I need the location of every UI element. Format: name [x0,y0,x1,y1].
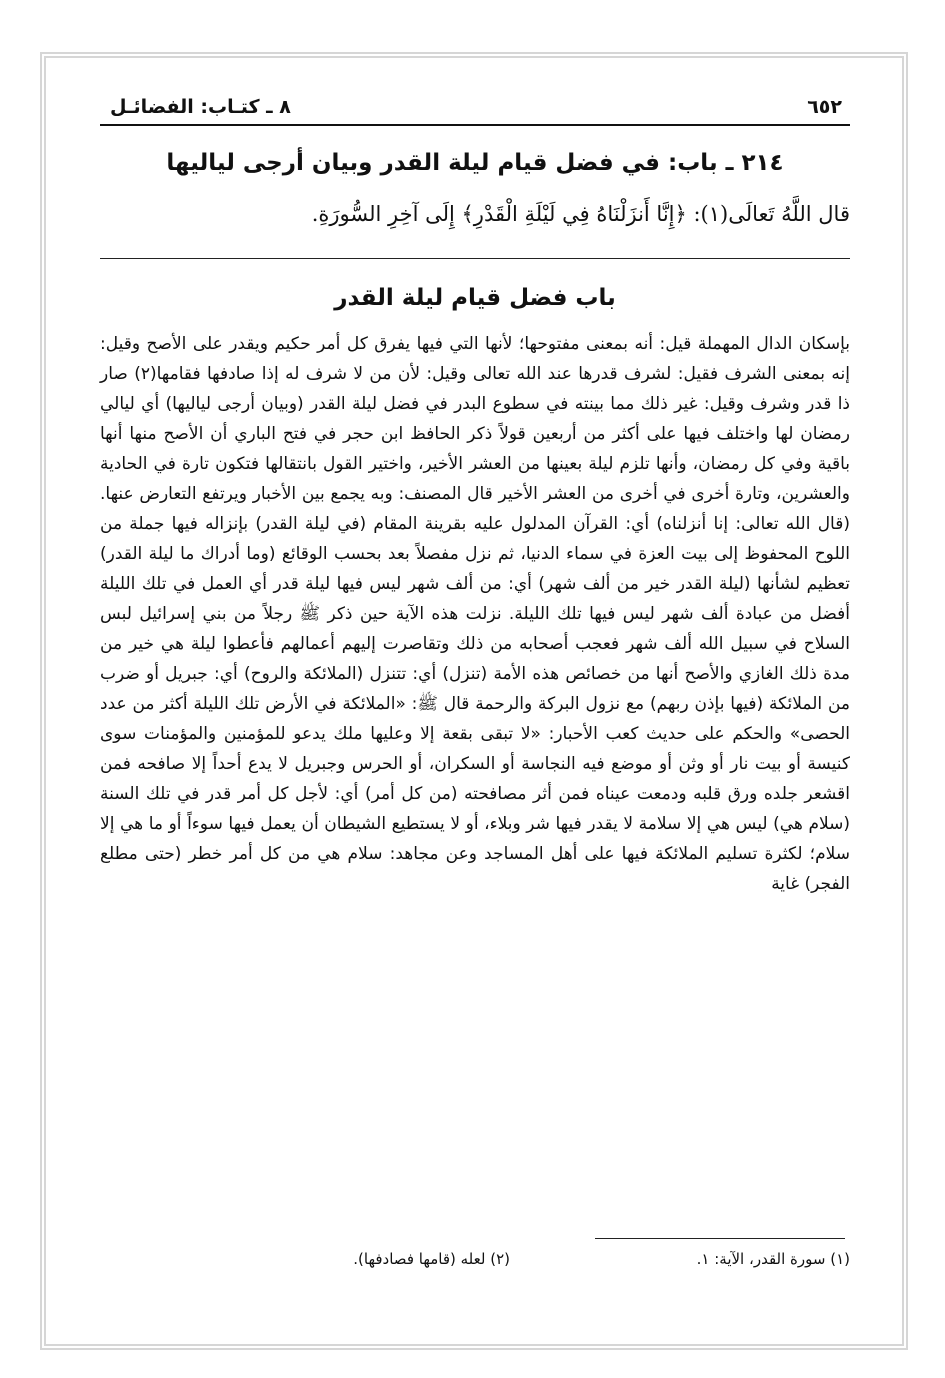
page-content [100,90,850,899]
commentary-body: بإسكان الدال المهملة قيل: أنه بمعنى مفتوحها؛ لأنها التي فيها يفرق كل أمر حكيم ويقدر على الأصح وقيل: إنه بمعنى الشرف فقيل: لشرف قدرها عند الله تعالى وقيل: لأن من لا شرف له إذا صادفها فقامها(٢) صار ذا قدر وشرف وقيل: غير ذلك مما بينته في سطوع البدر في فضل ليلة القدر (وبيان أرجى لياليها) أي ليالي رمضان لها واختلف فيها على أكثر من أربعين قولاً ذكر الحافظ ابن حجر في فتح الباري أن الأصح منها أنها باقية وفي كل رمضان، وأنها تلزم ليلة بعينها من العشر الأخير، واختير القول بانتقالها فتكون تارة في الحادية والعشرين، وتارة أخرى في أخرى من العشر الأخير قال المصنف: وبه يجمع بين الأخبار ويرتفع التعارض عنها. (قال الله تعالى: إنا أنزلناه) أي: القرآن المدلول عليه بقرينة المقام (في ليلة القدر) بإنزاله فيها جملة من اللوح المحفوظ إلى بيت العزة في سماء الدنيا، ثم نزل مفصلاً بعد بحسب الوقائع (وما أدراك ما ليلة القدر) تعظيم لشأنها (ليلة القدر خير من ألف شهر) أي: من ألف شهر ليس فيها ليلة قدر أي العمل في تلك الليلة أفضل من عبادة ألف شهر ليس فيها تلك الليلة. نزلت هذه الآية حين ذكر ﷺ رجلاً من بني إسرائيل لبس السلاح في سبيل الله ألف شهر فعجب أصحابه من ذلك وتقاصرت إليهم أعمالهم فأعطوا ليلة هي خير من مدة ذلك الغازي والأصح أنها من خصائص هذه الأمة (تنزل) أي: تتنزل (الملائكة والروح) أي: جبريل أو ضرب من الملائكة (فيها بإذن ربهم) مع نزول البركة والرحمة قال ﷺ: «الملائكة في الأرض تلك الليلة أكثر من عدد الحصى» والحكم على حديث كعب الأحبار: «لا تبقى بقعة إلا وعليها ملك يدعو للمؤمنين والمؤمنات سوى كنيسة أو بيت نار أو وثن أو موضع فيه النجاسة أو السكران، أو الحرس وجبريل لا يدع أحداً إلا صافحه فمن اقشعر جلده ورق قلبه ودمعت عيناه فمن أثر مصافحته (من كل أمر) أي: لأجل كل أمر قدر في تلك السنة (سلام هي) ليس هي إلا سلامة لا يقدر فيها شر وبلاء، أو لا يستطيع الشيطان أن يعمل فيها سوءاً أو ما هي إلا سلام؛ لكثرة تسليم الملائكة فيها على أهل المساجد وعن مجاهد: سلام هي من كل أمر خطر (حتى مطلع الفجر) غاية [100,334,850,894]
section-title: ٨ ـ كتـاب: الفضائـل [110,96,291,118]
section-divider [100,258,850,259]
quran-verse-line: قال اللَّهُ تَعالَى(١): ﴿إِنَّا أَنزَلْنَاهُ فِي لَيْلَةِ الْقَدْرِ﴾ إِلَى آخِرِ السُّورَةِ. [311,202,850,226]
running-header [100,90,850,126]
footnote-2: (٢) لعله (قامها فصادفها). [353,1250,510,1268]
footnote-rule [595,1238,845,1239]
page-number: ٦٥٢ [807,96,842,118]
footnote-1: (١) سورة القدر، الآية: ١. [696,1250,850,1268]
chapter-heading: ٢١٤ ـ باب: في فضل قيام ليلة القدر وبيان أرجى لياليها [166,150,784,176]
commentary-heading: باب فضل قيام ليلة القدر [334,285,616,311]
